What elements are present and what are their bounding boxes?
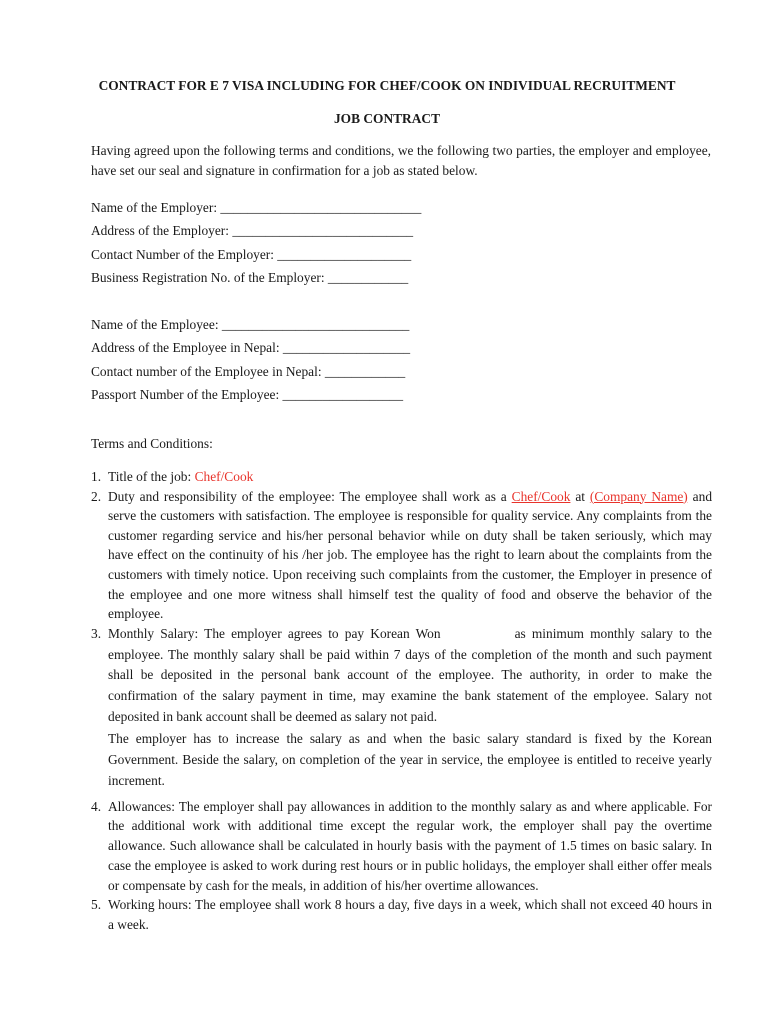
term-number: 5. [91,897,102,913]
term-text: Allowances: The employer shall pay allowances in addition to the monthly salary as and where applicable. For the additional work with additional time except the regular work, the employer shall pay the overtime allowance. Such allowance shall be calculated in hourly basis with the payment of 1.5 times on basic salary. In case the employee is asked to work during rest hours or in public holidays, the employer shall either offer meals or compensate by cash for the meals, in addition of his/her overtime allowances. [108,798,712,893]
employee-name-field: Name of the Employee: ____________________________ [91,317,410,332]
employee-fields [91,315,711,408]
term-item-job-title [91,467,712,487]
term-number: 2. [91,488,102,504]
duty-text-part2: at [570,488,590,504]
company-name-link[interactable]: (Company Name) [589,488,688,504]
term-text [108,467,712,487]
employee-contact-field: Contact number of the Employee in Nepal: ____________ [91,363,406,379]
employer-contact-field: Contact Number of the Employer: ____________________ [91,246,412,262]
term-number: 4. [91,798,102,814]
term-text: Working hours: The employee shall work 8 hours a day, five days in a week, which shall not exceed 40 hours in a week. [108,897,712,932]
term-item-duty [91,487,712,624]
salary-text-part2: as minimum monthly salary to the employee. The monthly salary shall be paid within 7 days of the completion of the month and such payment shall be deposited in the personal bank account of the employee. The authority, in order to make the confirmation of the salary payment in time, may examine the bank statement of the employee. Salary not deposited in bank account shall be deemed as salary not paid. [108,625,712,724]
employer-name-field: Name of the Employer: ______________________________ [91,200,422,215]
employer-fields [91,198,711,291]
document-subtitle: JOB CONTRACT [333,111,441,126]
employer-address-field: Address of the Employer: ___________________________ [91,223,414,239]
document-title: CONTRACT FOR E 7 VISA INCLUDING FOR CHEF/COOK ON INDIVIDUAL RECRUITMENT [98,78,676,93]
terms-heading: Terms and Conditions: [91,436,213,451]
term-item-allowances [91,797,712,896]
term-number: 1. [91,469,102,484]
employer-registration-field: Business Registration No. of the Employer: ____________ [91,269,409,285]
salary-text-part1: Monthly Salary: The employer agrees to pay Korean Won [108,625,441,641]
duty-text-part3: and serve the customers with satisfaction. The employee is responsible for quality service. Any complaints from the customer regarding service and his/her personal behavior while on duty shall be taken seriously, which may have effect on the continuity of his /her job. The employee has the right to learn about the complaints from the customers with timely notice. Upon receiving such complaints from the customer, the Employer in presence of the employee and one more witness shall himself test the quality of food and observe the behavior of the employee. [108,488,713,622]
term-text [108,487,712,624]
term-item-salary [91,624,712,791]
term-item-working-hours [91,895,712,934]
job-title-value: Chef/Cook [194,469,254,484]
duty-text-part1: Duty and responsibility of the employee: The employee shall work as a [108,488,512,504]
term-label: Title of the job: [108,469,195,484]
terms-list [91,467,712,935]
job-title-link[interactable]: Chef/Cook [511,488,571,504]
term-number: 3. [91,625,102,641]
employee-address-field: Address of the Employee in Nepal: ___________________ [91,340,411,356]
salary-increment-text: The employer has to increase the salary as and when the basic salary standard is fixed by the Korean Government. Beside the salary, on completion of the year in service, the employee is entitled to receive yearly increment. [108,730,712,788]
term-text [108,624,712,728]
employee-passport-field: Passport Number of the Employee: __________________ [91,386,404,402]
intro-paragraph: Having agreed upon the following terms and conditions, we the following two parties, the employer and employee, have set our seal and signature in confirmation for a job as stated below. [91,143,711,178]
